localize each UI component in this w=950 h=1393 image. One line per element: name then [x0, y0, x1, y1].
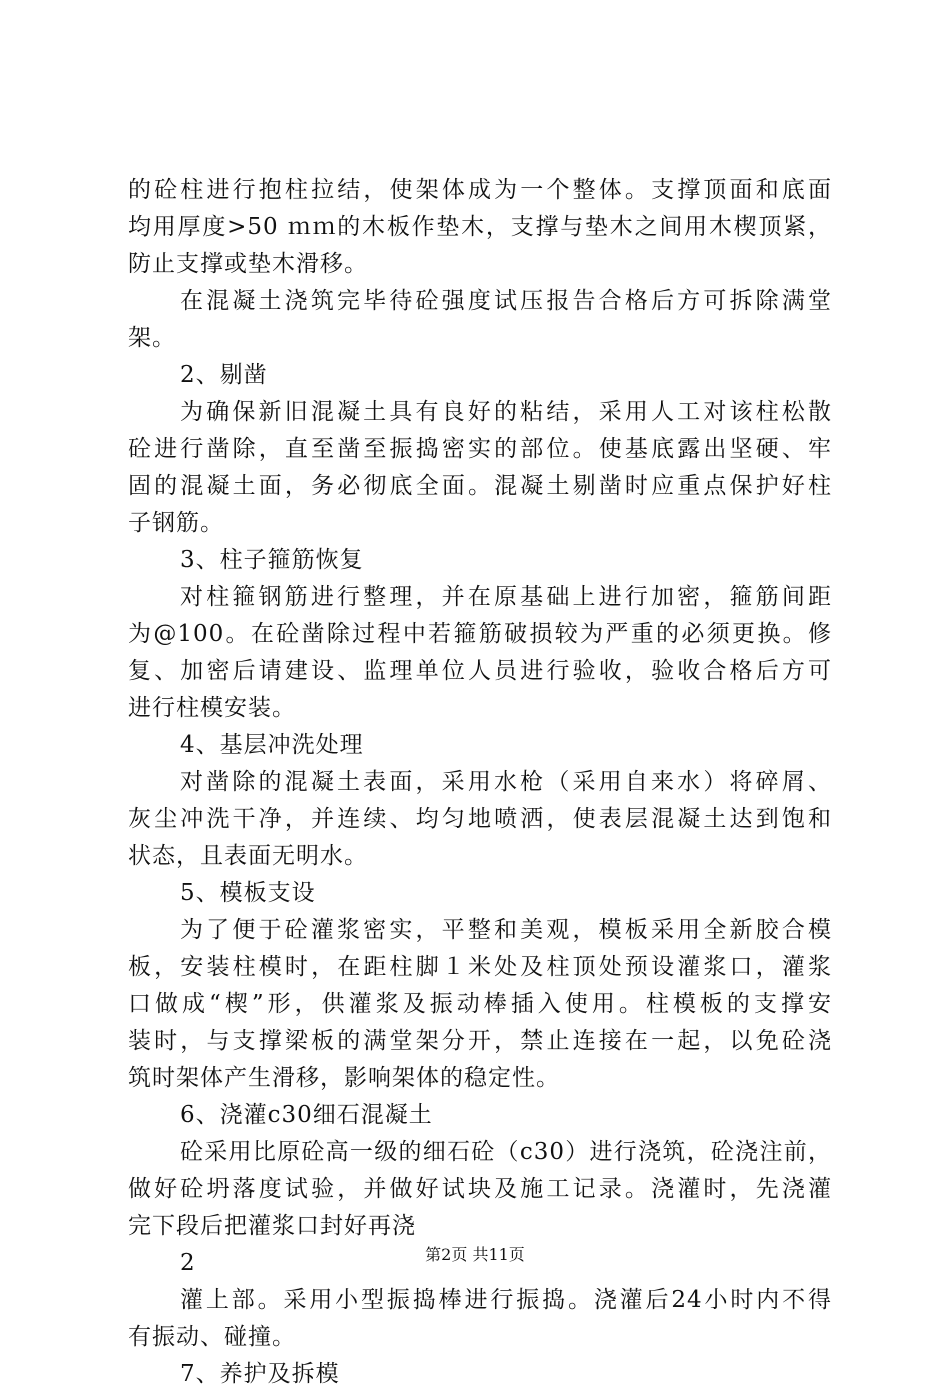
body-line: 防止支撑或垫木滑移。 [128, 251, 368, 277]
body-line: 状态，且表面无明水。 [128, 843, 368, 869]
page-footer: 第2页 共11页 [425, 1245, 525, 1264]
body-line: 砼进行凿除，直至凿至振捣密实的部位。使基底露出坚硬、牢 [128, 436, 832, 462]
body-line: 对凿除的混凝土表面，采用水枪（采用自来水）将碎屑、 [180, 769, 832, 795]
body-line: 为了便于砼灌浆密实，平整和美观，模板采用全新胶合模 [180, 917, 832, 943]
body-line: 复、加密后请建设、监理单位人员进行验收，验收合格后方可 [128, 658, 832, 684]
body-line: 砼采用比原砼高一级的细石砼（c30）进行浇筑，砼浇注前， [180, 1139, 832, 1165]
body-line: 口做成“楔”形，供灌浆及振动棒插入使用。柱模板的支撑安 [128, 991, 832, 1017]
body-line: 的砼柱进行抱柱拉结，使架体成为一个整体。支撑顶面和底面 [128, 177, 832, 203]
body-line: 做好砼坍落度试验，并做好试块及施工记录。浇灌时，先浇灌 [128, 1176, 832, 1202]
body-line: 有振动、碰撞。 [128, 1324, 296, 1350]
body-line: 筑时架体产生滑移，影响架体的稳定性。 [128, 1065, 560, 1091]
section-heading: 3、柱子箍筋恢复 [180, 547, 364, 573]
body-line: 完下段后把灌浆口封好再浇 [128, 1213, 416, 1239]
body-line: 在混凝土浇筑完毕待砼强度试压报告合格后方可拆除满堂 [180, 288, 832, 314]
body-line: 为@100。在砼凿除过程中若箍筋破损较为严重的必须更换。修 [128, 621, 832, 647]
section-heading: 7、养护及拆模 [180, 1361, 340, 1387]
body-line: 对柱箍钢筋进行整理，并在原基础上进行加密，箍筋间距 [180, 584, 832, 610]
section-heading: 2、剔凿 [180, 362, 268, 388]
body-line: 架。 [128, 325, 176, 351]
body-line: 灌上部。采用小型振捣棒进行振捣。浇灌后24小时内不得 [180, 1287, 832, 1313]
inline-page-number: 2 [180, 1250, 196, 1276]
body-line: 装时，与支撑梁板的满堂架分开，禁止连接在一起，以免砼浇 [128, 1028, 832, 1054]
body-line: 进行柱模安装。 [128, 695, 296, 721]
document-body [128, 172, 832, 1393]
section-heading: 5、模板支设 [180, 880, 316, 906]
body-line: 固的混凝土面，务必彻底全面。混凝土剔凿时应重点保护好柱 [128, 473, 832, 499]
body-line: 灰尘冲洗干净，并连续、均匀地喷洒，使表层混凝土达到饱和 [128, 806, 832, 832]
body-line: 均用厚度>50 ｍｍ的木板作垫木，支撑与垫木之间用木楔顶紧， [128, 214, 832, 240]
body-line: 子钢筋。 [128, 510, 224, 536]
section-heading: 4、基层冲洗处理 [180, 732, 364, 758]
section-heading: 6、浇灌c30细石混凝土 [180, 1102, 433, 1128]
body-line: 板，安装柱模时，在距柱脚１米处及柱顶处预设灌浆口，灌浆 [128, 954, 832, 980]
body-line: 为确保新旧混凝土具有良好的粘结，采用人工对该柱松散 [180, 399, 832, 425]
